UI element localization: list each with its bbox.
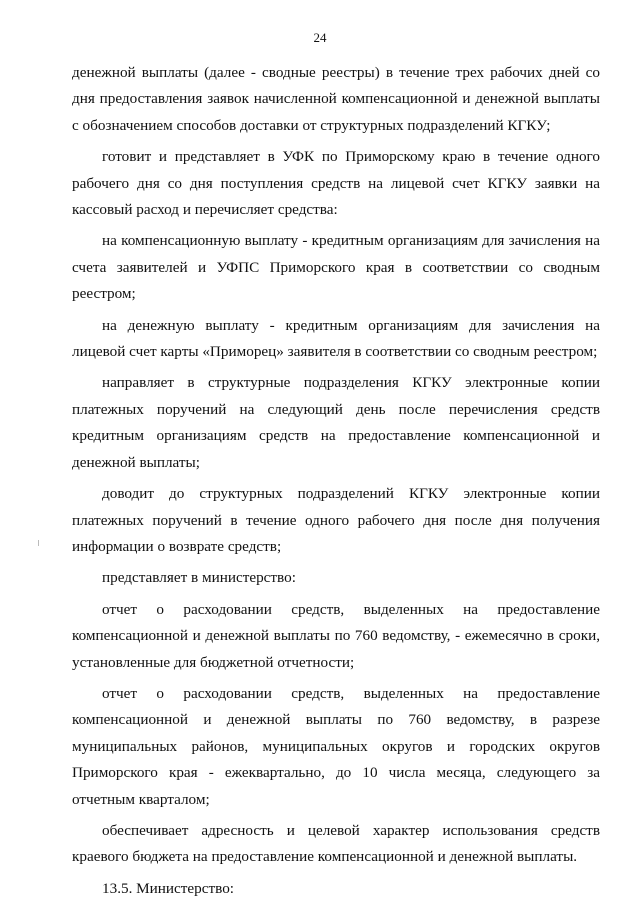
paragraph-4: на денежную выплату - кредитным организациям для зачисления на лицевой счет карты «Приморец» заявителя в соответствии со сводным реестром; (72, 316, 600, 361)
paragraph-3: на компенсационную выплату - кредитным организациям для зачисления на счета заявителей и УФПС Приморского края в соответствии со сводным реестром; (72, 232, 600, 303)
paragraph-9: отчет о расходовании средств, выделенных на предоставление компенсационной и денежной выплаты по 760 ведомству, в разрезе муниципальных районов, муниципальных округов и городских округов Приморского края - ежеквартально, до 10 числа месяца, следующего за отчетным кварталом; (72, 684, 600, 808)
scan-artifact (38, 540, 39, 546)
paragraph-5: направляет в структурные подразделения КГКУ электронные копии платежных поручений на следующий день после перечисления средств кредитным организациям средств на предоставление компенсационной и денежной выплаты; (72, 374, 600, 471)
paragraph-2: готовит и представляет в УФК по Приморскому краю в течение одного рабочего дня со дня поступления средств на лицевой счет КГКУ заявки на кассовый расход и перечисляет средства: (72, 148, 600, 219)
paragraph-10: обеспечивает адресность и целевой характер использования средств краевого бюджета на предоставление компенсационной и денежной выплаты. (72, 821, 600, 866)
body-text (72, 60, 600, 902)
paragraph-7: представляет в министерство: (102, 569, 296, 587)
paragraph-1: денежной выплаты (далее - сводные реестры) в течение трех рабочих дней со дня предоставления заявок начисленной компенсационной и денежной выплаты с обозначением способов доставки от структурных подразделений КГКУ; (72, 64, 600, 134)
paragraph-6: доводит до структурных подразделений КГКУ электронные копии платежных поручений в течение одного рабочего дня после дня получения информации о возврате средств; (72, 485, 600, 555)
section-heading-13-5: 13.5. Министерство: (102, 879, 235, 897)
paragraph-8: отчет о расходовании средств, выделенных на предоставление компенсационной и денежной выплаты по 760 ведомству, - ежемесячно в сроки, установленные для бюджетной отчетности; (72, 600, 600, 671)
page-number: 24 (313, 30, 327, 45)
